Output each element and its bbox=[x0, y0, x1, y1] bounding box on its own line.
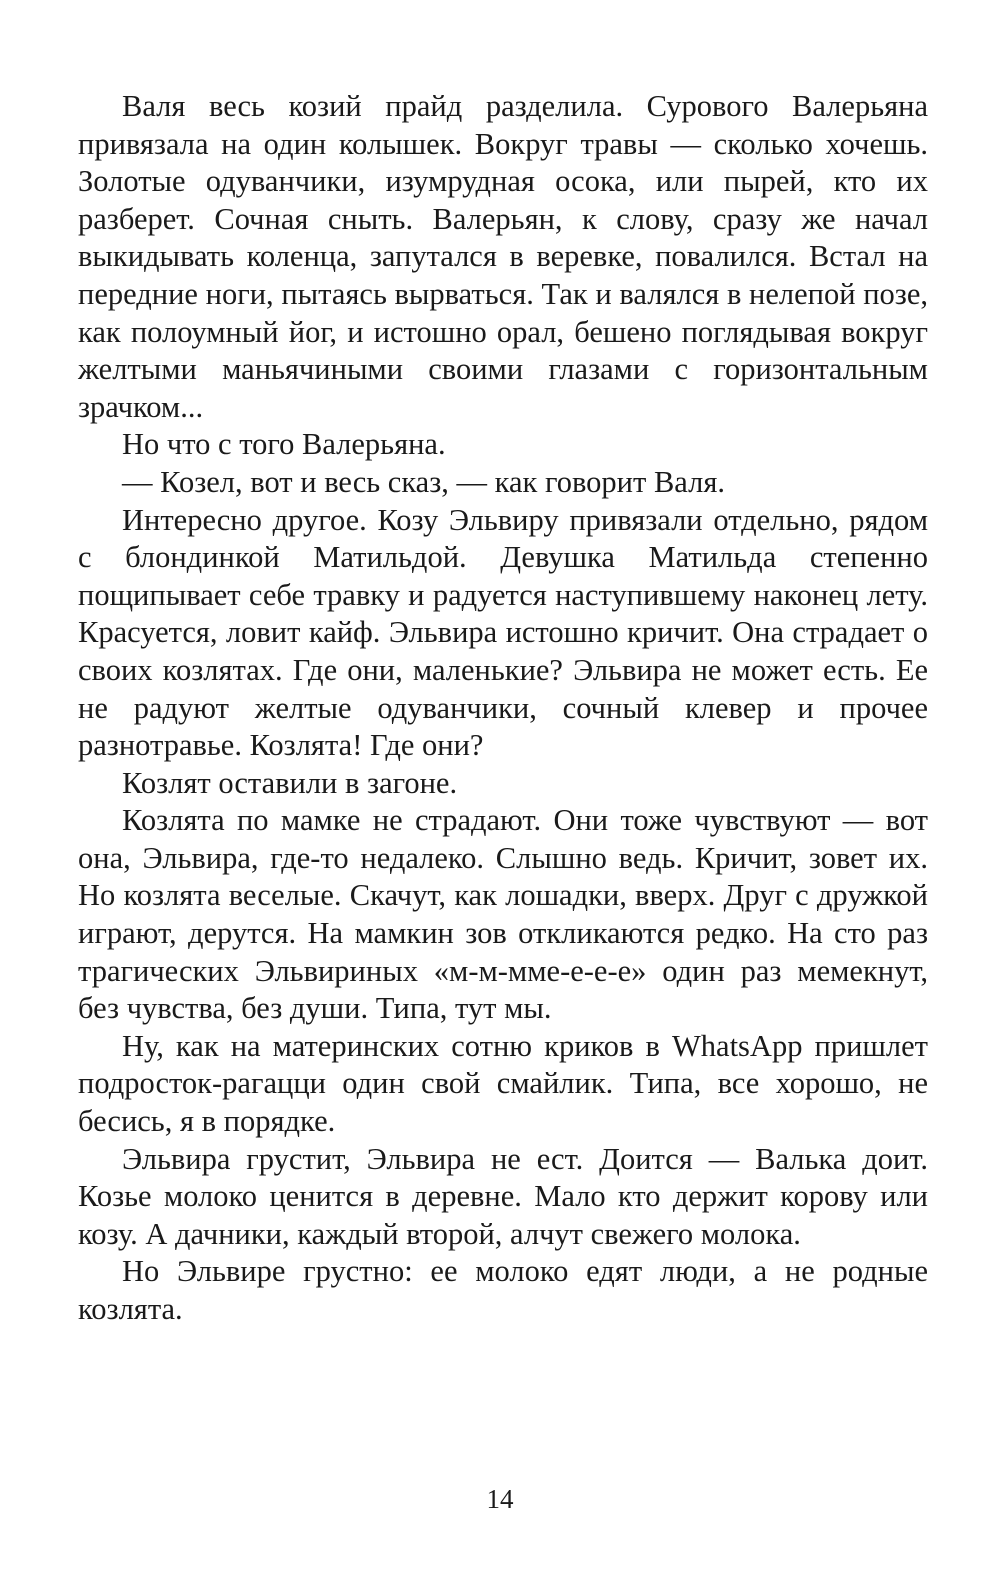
page-number: 14 bbox=[486, 1484, 514, 1514]
paragraph-5: Козлят оставили в загоне. bbox=[122, 765, 458, 800]
paragraph-7: Ну, как на материнских сотню криков в WhatsApp пришлет подросток-рагацци один свой смайлик. Типа, все хорошо, не бесись, я в порядке. bbox=[78, 1028, 928, 1139]
paragraph-1: Валя весь козий прайд разделила. Сурового Валерьяна привязала на один колышек. Вокруг травы — сколько хочешь. Золотые одуванчики, изумрудная осока, или пырей, кто их разберет. Сочная сныть. Валерьян, к слову, сразу же начал выкидывать коленца, запутался в веревке, повалился. Встал на передние ноги, пытаясь вырваться. Так и валялся в нелепой позе, как полоумный йог, и истошно орал, бешено поглядывая вокруг желтыми маньячиными своими глазами с горизонтальным зрачком... bbox=[78, 89, 928, 424]
page-body bbox=[78, 88, 928, 1329]
paragraph-6: Козлята по мамке не страдают. Они тоже чувствуют — вот она, Эльвира, где-то недалеко. Слышно ведь. Кричит, зовет их. Но козлята веселые. Скачут, как лошадки, вверх. Друг с дружкой играют, дерутся. На мамкин зов откликаются редко. На сто раз трагических Эльвириных «м-м-мме-е-е-е» один раз мемекнут, без чувства, без души. Типа, тут мы. bbox=[78, 803, 928, 1026]
paragraph-4: Интересно другое. Козу Эльвиру привязали отдельно, рядом с блондинкой Матильдой. Девушка Матильда степенно пощипывает себе травку и радуется наступившему наконец лету. Красуется, ловит кайф. Эльвира истошно кричит. Она страдает о своих козлятах. Где они, маленькие? Эльвира не может есть. Ее не радуют желтые одуванчики, сочный клевер и прочее разнотравье. Козлята! Где они? bbox=[78, 502, 928, 763]
paragraph-9: Но Эльвире грустно: ее молоко едят люди, а не родные козлята. bbox=[78, 1254, 928, 1326]
paragraph-2: Но что с того Валерьяна. bbox=[122, 427, 446, 462]
paragraph-3: — Козел, вот и весь сказ, — как говорит Валя. bbox=[122, 464, 725, 499]
paragraph-8: Эльвира грустит, Эльвира не ест. Доится — Валька доит. Козье молоко ценится в деревне. Мало кто держит корову или козу. А дачники, каждый второй, алчут свежего молока. bbox=[78, 1141, 928, 1251]
